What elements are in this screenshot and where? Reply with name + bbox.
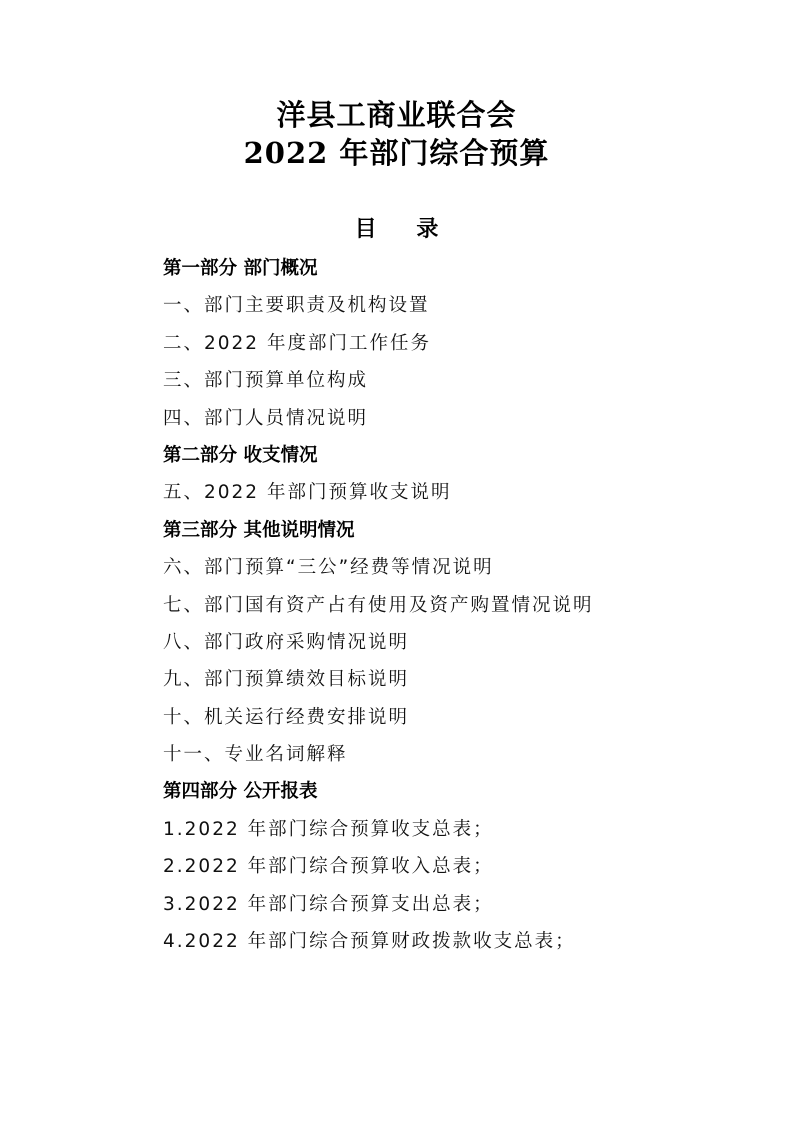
toc-heading: 目 录 [354,216,455,242]
toc-part-2: 第二部分 收支情况 [163,444,318,466]
table-of-contents [163,250,723,960]
toc-item-2: 二、2022 年度部门工作任务 [163,332,431,354]
toc-item-10: 十、机关运行经费安排说明 [163,706,410,728]
toc-item-3: 三、部门预算单位构成 [163,370,369,392]
toc-part-1: 第一部分 部门概况 [163,258,318,279]
toc-part-4: 第四部分 公开报表 [163,781,318,803]
toc-item-11: 十一、专业名词解释 [163,744,348,766]
toc-item-9: 九、部门预算绩效目标说明 [163,669,410,691]
toc-report-3: 3.2022 年部门综合预算支出总表； [163,893,494,915]
toc-report-4: 4.2022 年部门综合预算财政拨款收支总表； [163,931,576,953]
toc-item-5: 五、2022 年部门预算收支说明 [163,482,452,504]
toc-item-8: 八、部门政府采购情况说明 [163,631,410,653]
title-budget: 2022 年部门综合预算 [243,136,550,170]
document-title [0,96,793,172]
title-organization: 洋县工商业联合会 [276,98,517,132]
toc-item-4: 四、部门人员情况说明 [163,407,369,429]
toc-part-3: 第三部分 其他说明情况 [163,519,355,541]
toc-item-1: 一、部门主要职责及机构设置 [163,295,430,317]
toc-report-1: 1.2022 年部门综合预算收支总表； [163,818,494,840]
toc-report-2: 2.2022 年部门综合预算收入总表； [163,856,494,878]
toc-item-7: 七、部门国有资产占有使用及资产购置情况说明 [163,594,594,616]
toc-item-6: 六、部门预算“三公”经费等情况说明 [163,557,494,579]
